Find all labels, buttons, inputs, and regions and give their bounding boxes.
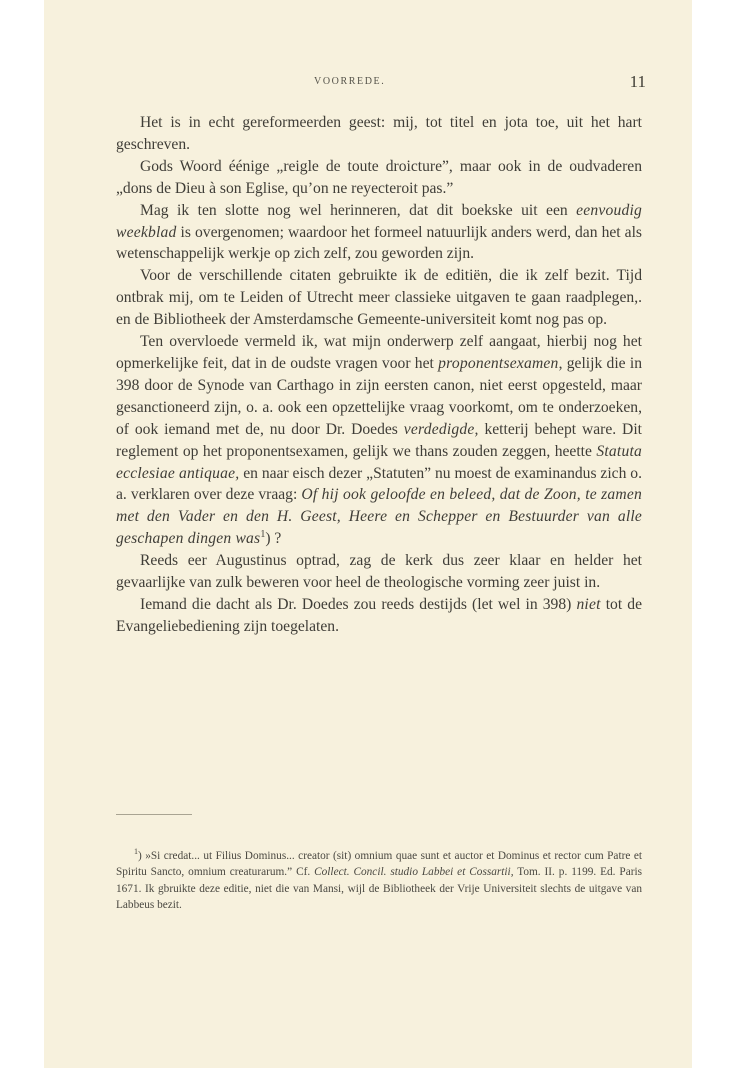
footnote-reference: 1 bbox=[260, 529, 266, 541]
running-title: VOORREDE. bbox=[314, 76, 386, 87]
paragraph: Voor de verschillende citaten gebruikte ik de editiën, die ik zelf bezit. Tijd ontbrak mij, om te Leiden of Utrecht meer classieke uitgaven te gaan raadplegen,. en de Bibliotheek der Amsterdamsche Gemeente-universiteit komt nog pas op. bbox=[116, 267, 642, 329]
page-header bbox=[44, 72, 692, 96]
italic-term: proponentsexamen bbox=[438, 354, 559, 372]
italic-term: Statuta ecclesiae antiquae, bbox=[116, 442, 642, 482]
italic-term: verdedigde, bbox=[403, 420, 479, 438]
italic-term: niet bbox=[576, 595, 601, 613]
paragraph: Reeds eer Augustinus optrad, zag de kerk dus zeer klaar en helder het gevaarlijke van zulk beweren voor heel de theologische vorming zeer juist in. bbox=[116, 552, 642, 592]
paragraph: Mag ik ten slotte nog wel herinneren, dat dit boekske uit een eenvoudig weekblad is overgenomen; waardoor het formeel natuurlijk anders werd, dan het als wetenschappelijk werkje op zich zelf, zou geworden zijn. bbox=[116, 201, 642, 263]
paragraph: Iemand die dacht als Dr. Doedes zou reeds destijds (let wel in 398) niet tot de Evangeliebediening zijn toegelaten. bbox=[116, 595, 642, 635]
body-text bbox=[116, 112, 642, 638]
paragraph: Gods Woord éénige „reigle de toute droicture”, maar ook in de oudvaderen „dons de Dieu à son Eglise, qu’on ne reyecteroit pas.” bbox=[116, 157, 642, 197]
page-number: 11 bbox=[629, 72, 646, 91]
book-page bbox=[44, 0, 692, 1068]
paragraph: Het is in echt gereformeerden geest: mij, tot titel en jota toe, uit het hart geschreven. bbox=[116, 114, 642, 153]
footnote-marker: 1 bbox=[134, 847, 138, 857]
italic-citation: Collect. Concil. studio Labbei et Cossartii, bbox=[314, 866, 514, 879]
paragraph: Ten overvloede vermeld ik, wat mijn onderwerp zelf aangaat, hierbij nog het opmerkelijke feit, dat in de oudste vragen voor het proponentsexamen, gelijk die in 398 door de Synode van Carthago in zijn eersten canon, niet eerst opgesteld, maar gesanctioneerd zijn, o. a. ook een opzettelijke vraag voorkomt, om te onderzoeken, of ook iemand met de, nu door Dr. Doedes verdedigde, ketterij behept ware. Dit reglement op het proponentsexamen, gelijk we thans zouden zeggen, heette Statuta ecclesiae antiquae, en naar eisch dezer „Statuten” nu moest de examinandus zich o. a. verklaren over deze vraag: Of hij ook geloofde en beleed, dat de Zoon, te zamen met den Vader en den H. Geest, Heere en Schepper en Bestuurder van alle geschapen dingen was$^1$) ? bbox=[116, 333, 642, 548]
footnote: $^1$) »Si credat... ut Filius Dominus... creator (sit) omnium quae sunt et auctor et Dominus et rector cum Patre et Spiritu Sancto, omnium creaturarum.” Cf. Collect. Concil. studio Labbei et Cossartii, Tom. II. p. 1199. Ed. Paris 1671. Ik gbruikte deze editie, niet die van Mansi, wijl de Bibliotheek der Vrije Universiteit slechts de uitgave van Labbeus bezit. bbox=[116, 847, 642, 912]
footnote-divider bbox=[116, 814, 192, 815]
italic-quotation: Of hij ook geloofde en beleed, dat de Zoon, te zamen met den Vader en den H. Geest, Heere en Schepper en Bestuurder van alle geschapen dingen was bbox=[116, 486, 642, 548]
italic-term: eenvoudig weekblad bbox=[116, 201, 642, 241]
